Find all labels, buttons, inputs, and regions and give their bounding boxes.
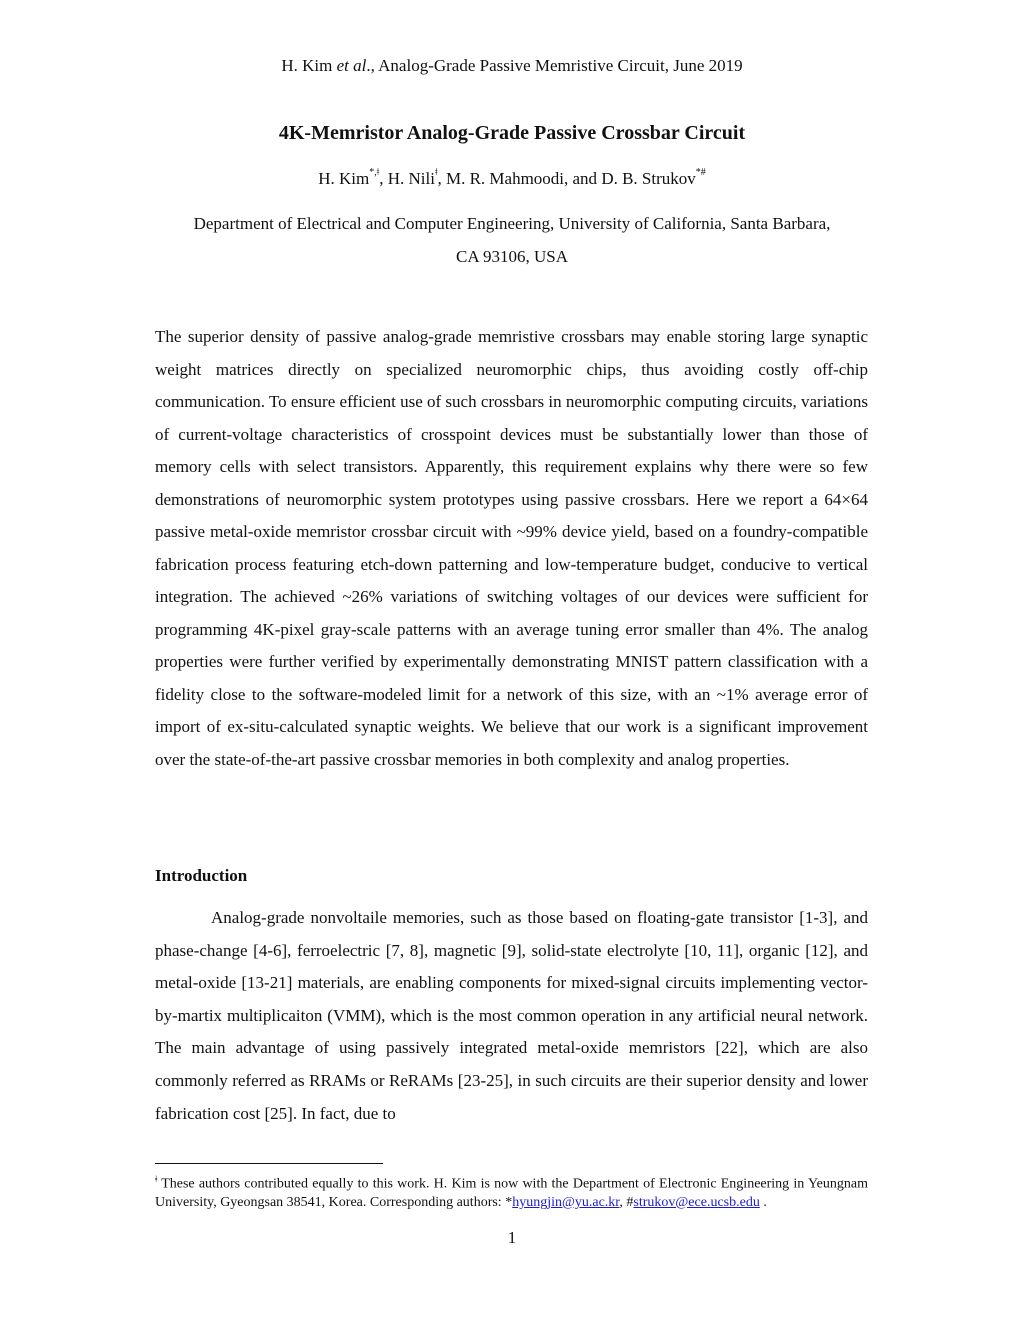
running-head-suffix: ., Analog-Grade Passive Memristive Circuit, June 2019 <box>366 56 743 75</box>
running-head-prefix: H. Kim <box>281 56 337 75</box>
author-separator: , and <box>564 169 602 188</box>
footnote-divider <box>155 1163 383 1164</box>
author-name: H. Kim <box>318 169 370 188</box>
footnote <box>155 1170 868 1212</box>
email-link-kim[interactable]: hyungjin@yu.ac.kr <box>512 1194 620 1210</box>
page-number: 1 <box>507 1228 517 1247</box>
affiliation <box>130 207 894 273</box>
author-mark: *,ǂ <box>369 167 380 179</box>
footnote-text: These authors contributed equally to this work. H. Kim is now with the Department of Electronic Engineering in Yeungnam University, Gyeongsan 38541, Korea. Corresponding authors: * <box>155 1176 868 1210</box>
footnote-separator: , # <box>619 1194 634 1210</box>
abstract-text: The superior density of passive analog-grade memristive crossbars may enable storing large synaptic weight matrices directly on specialized neuromorphic chips, thus avoiding costly off-chip communication. To ensure efficient use of such crossbars in neuromorphic computing circuits, variations of current-voltage characteristics of crosspoint devices must be substantially lower than those of memory cells with select transistors. Apparently, this requirement explains why there were so few demonstrations of neuromorphic system prototypes using passive crossbars. Here we report a 64×64 passive metal-oxide memristor crossbar circuit with ~99% device yield, based on a foundry-compatible fabrication process featuring etch-down patterning and low-temperature budget, conducive to vertical integration. The achieved ~26% variations of switching voltages of our devices were sufficient for programming 4K-pixel gray-scale patterns with an average tuning error smaller than 4%. The analog properties were further verified by experimentally demonstrating MNIST pattern classification with a fidelity close to the software-modeled limit for a network of this size, with an ~1% average error of import of ex-situ-calculated synaptic weights. We believe that our work is a significant improvement over the state-of-the-art passive crossbar memories in both complexity and analog properties. <box>155 327 868 769</box>
author-separator: , <box>437 169 446 188</box>
running-head <box>0 56 1024 76</box>
email-link-strukov[interactable]: strukov@ece.ucsb.edu <box>633 1194 760 1210</box>
footnote-end: . <box>759 1194 767 1210</box>
author-mark: *# <box>695 167 706 179</box>
author-name: M. R. Mahmoodi <box>445 169 565 188</box>
affiliation-line: CA 93106, USA <box>456 247 568 266</box>
running-head-etal: et al <box>336 56 367 75</box>
author-mark: ǂ <box>434 167 438 179</box>
affiliation-line: Department of Electrical and Computer Engineering, University of California, Santa Barbara, <box>193 214 831 233</box>
footnote-mark: ǂ <box>155 1174 158 1184</box>
section-heading-introduction: Introduction <box>155 866 248 885</box>
introduction-paragraph: Analog-grade nonvoltaile memories, such as those based on floating-gate transistor [1-3], and phase-change [4-6], ferroelectric [7, 8], magnetic [9], solid-state electrolyte [10, 11], organic [12], and metal-oxide [13-21] materials, are enabling components for mixed-signal circuits implementing vector-by-martix multiplicaiton (VMM), which is the most common operation in any artificial neural network. The main advantage of using passively integrated metal-oxide memristors [22], which are also commonly referred as RRAMs or ReRAMs [23-25], in such circuits are their superior density and lower fabrication cost [25]. In fact, due to <box>155 908 868 1123</box>
author-name: H. Nili <box>387 169 435 188</box>
author-separator: , <box>379 169 388 188</box>
author-name: D. B. Strukov <box>601 169 696 188</box>
author-list <box>0 169 1024 189</box>
paper-title: 4K-Memristor Analog-Grade Passive Crossbar Circuit <box>278 122 746 144</box>
